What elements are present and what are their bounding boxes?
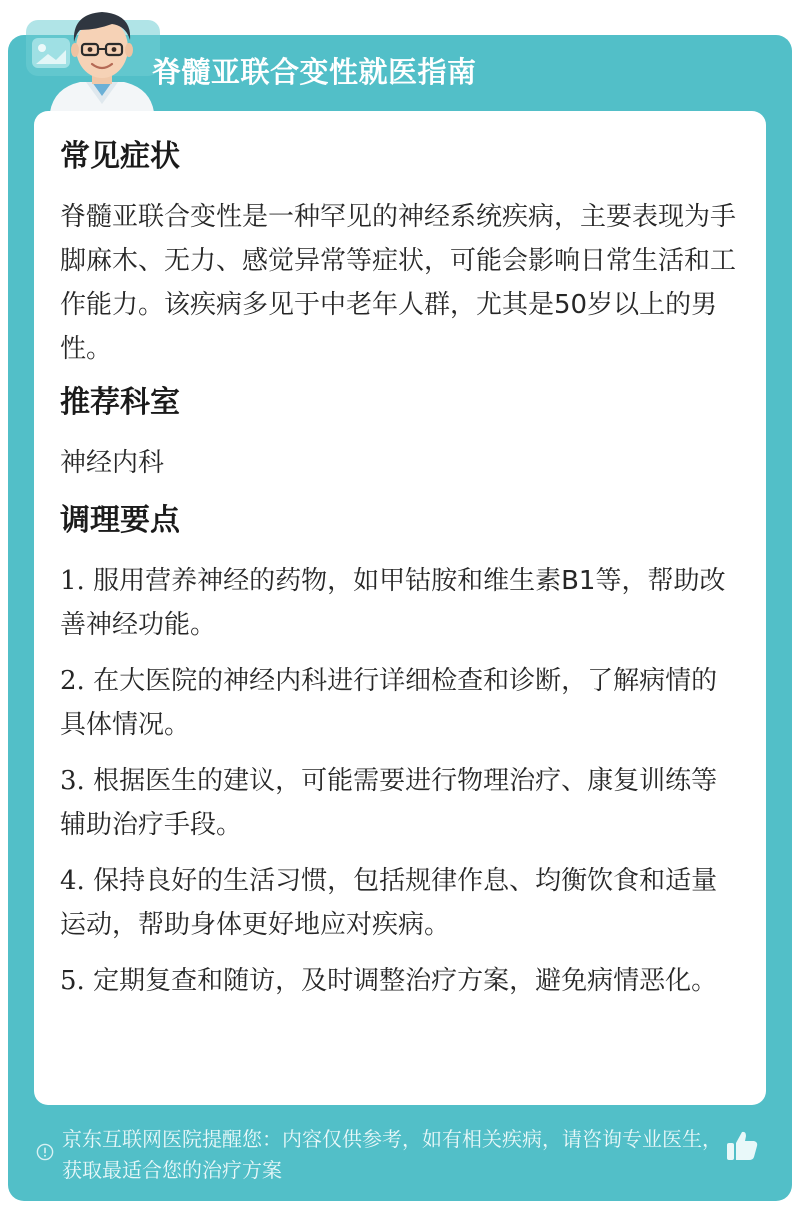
list-item bbox=[60, 959, 740, 1003]
symptoms-paragraph: 脊髓亚联合变性是一种罕见的神经系统疾病，主要表现为手脚麻木、无力、感觉异常等症状，可能会影响日常生活和工作能力。该疾病多见于中老年人群，尤其是50岁以上的男性。 bbox=[60, 202, 737, 364]
list-item-text: 定期复查和随访，及时调整治疗方案，避免病情恶化。 bbox=[93, 966, 718, 996]
info-icon bbox=[36, 1143, 54, 1161]
page-title: 脊髓亚联合变性就医指南 bbox=[152, 55, 477, 89]
disclaimer-text: 京东互联网医院提醒您：内容仅供参考，如有相关疾病，请咨询专业医生，获取最适合您的治疗方案 bbox=[62, 1127, 722, 1182]
list-item-text: 保持良好的生活习惯，包括规律作息、均衡饮食和适量运动，帮助身体更好地应对疾病。 bbox=[60, 866, 718, 940]
list-item bbox=[60, 559, 740, 647]
department-paragraph: 神经内科 bbox=[60, 448, 165, 478]
list-item-number: 5. bbox=[60, 966, 85, 996]
list-item-number: 2. bbox=[60, 666, 85, 696]
list-item-text: 服用营养神经的药物，如甲钴胺和维生素B1等，帮助改善神经功能。 bbox=[60, 566, 726, 640]
section-heading-care-tips: 调理要点 bbox=[60, 503, 180, 538]
list-item bbox=[60, 659, 740, 747]
list-item bbox=[60, 859, 740, 947]
care-tips-list bbox=[60, 559, 740, 1003]
list-item-number: 4. bbox=[60, 866, 85, 896]
doctor-avatar bbox=[46, 8, 158, 112]
thumbs-up-icon[interactable] bbox=[724, 1128, 760, 1164]
section-heading-department: 推荐科室 bbox=[60, 385, 180, 420]
list-item-number: 1. bbox=[60, 566, 85, 596]
list-item-text: 根据医生的建议，可能需要进行物理治疗、康复训练等辅助治疗手段。 bbox=[60, 766, 718, 840]
footer bbox=[36, 1124, 736, 1186]
section-heading-symptoms: 常见症状 bbox=[60, 139, 180, 174]
content-card bbox=[34, 111, 766, 1105]
list-item-number: 3. bbox=[60, 766, 85, 796]
list-item bbox=[60, 759, 740, 847]
list-item-text: 在大医院的神经内科进行详细检查和诊断，了解病情的具体情况。 bbox=[60, 666, 718, 740]
